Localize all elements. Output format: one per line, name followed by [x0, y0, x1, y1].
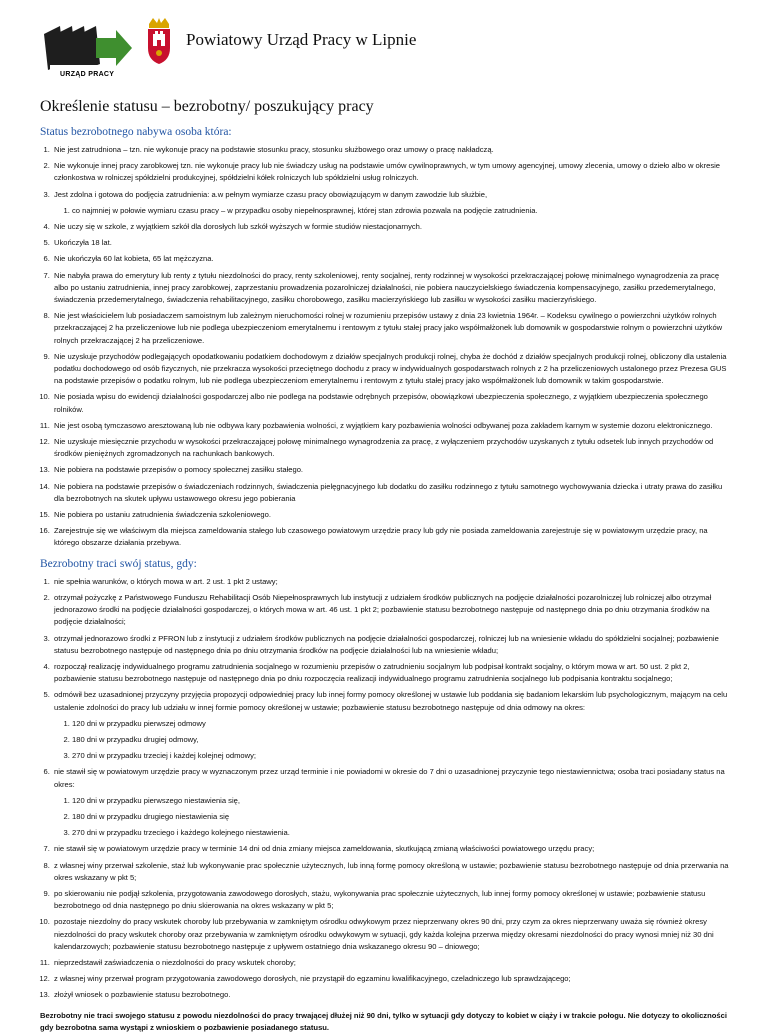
list-item — [52, 661, 730, 685]
list-item-text: złożył wniosek o pozbawienie statusu bezrobotnego. — [54, 990, 231, 1000]
list-item — [52, 391, 730, 415]
list-item — [52, 766, 730, 839]
list-item — [52, 973, 730, 985]
office-logo-icon — [42, 24, 132, 74]
list-item — [52, 160, 730, 184]
list-item — [52, 481, 730, 505]
site-title: Powiatowy Urząd Pracy w Lipnie — [186, 30, 417, 49]
list-item-text: pozostaje niezdolny do pracy wskutek choroby lub przebywania w zamkniętym ośrodku odwykowym przez nieprzerwany okres 90 dni, przy czym za okres nieprzerwany uważa się również okresy niezdolności do pracy wskutek choroby oraz przebywania w zamkniętym ośrodku odwykowym w sytuacji, gdy każda kolejna przerwa między okresami niezdolności do pracy wynosi mniej niż 30 dni kalendarzowych; pozbawienie statusu bezrobotnego następuje z upływem ostatniego dnia wskazanego okresu 90 – dniowego; — [54, 917, 714, 951]
list-item — [52, 916, 730, 953]
list-item — [52, 957, 730, 969]
list-item-text: Nie uzyskuje miesięcznie przychodu w wysokości przekraczającej połowę minimalnego wynagrodzenia za pracę, z wyłączeniem przychodów uzyskanych z tytułu odsetek lub innych przychodów od środków pieniężnych zgromadzonych na rachunkach bankowych. — [54, 437, 714, 459]
list-item-text: Nie jest osobą tymczasowo aresztowaną lub nie odbywa kary pozbawienia wolności, z wyjątkiem kary pozbawienia wolności odbywanej poza zakładem karnym w systemie dozoru elektronicznego. — [54, 420, 713, 430]
sub-list-item: 2. 180 dni w przypadku drugiej odmowy, — [72, 734, 730, 746]
list-item — [52, 436, 730, 460]
list-item-text: Nie uzyskuje przychodów podlegających opodatkowaniu podatkiem dochodowym z działów specjalnych produkcji rolnej, chyba że dochód z działów specjalnych produkcji rolnej, obliczony dla ustalenia podatku dochodowego od osób fizycznych, nie przekracza wysokości przeciętnego dochodu z pracy w indywidualnych gospodarstwach rolnych z 2 ha przeliczeniowych ustalonego przez Prezesa GUS na podstawie przepisów o podatku rolnym, lub nie podlega ubezpieczeniom emerytalnemu i rentowym z tytułu stałej pracy jako współmałżonek lub domownik w takim gospodarstwie. — [54, 351, 727, 386]
sub-list-item: 3. 270 dni w przypadku trzeciego i każdego kolejnego niestawienia. — [72, 827, 730, 839]
list-item — [52, 689, 730, 762]
list-item — [52, 310, 730, 347]
list-item — [52, 633, 730, 657]
list-item-text: Nie jest właścicielem lub posiadaczem samoistnym lub zależnym nieruchomości rolnej w rozumieniu przepisów ustawy z dnia 23 kwietnia 1964r. – Kodeksu cywilnego o powierzchni użytków rolnych przekraczającej 2 ha przeliczeniowe lub nie podlega ubezpieczeniom emerytalnemu i rentowym z tytułu stałej pracy jako współmałżonek lub domownik w gospodarstwie rolnym o powierzchni użytków rolnych przekraczającej 2 ha przeliczeniowe. — [54, 311, 723, 345]
list-item — [52, 351, 730, 388]
list-item-text: z własnej winy przerwał program przygotowania zawodowego dorosłych, nie przystąpił do egzaminu kwalifikacyjnego, czeladniczego lub sprawdzającego; — [54, 974, 571, 984]
list-item-text: nieprzedstawił zaświadczenia o niezdolności do pracy wskutek choroby; — [54, 957, 296, 967]
list-item — [52, 843, 730, 855]
logo-text: URZĄD PRACY — [60, 71, 115, 78]
list-item-text: rozpoczął realizację indywidualnego programu zatrudnienia socjalnego w rozumieniu przepisów o zatrudnieniu socjalnym lub podpisał kontrakt socjalny, o którym mowa w art. 50 ust. 2 pkt 2, pozbawienie statusu bezrobotnego następuje od następnego dnia po dniu rozpoczęcia realizacji indywidualnego programu zatrudnienia socjalnego lub podpisania kontraktu socjalnego; — [54, 661, 690, 684]
list-item-text: Nie posiada wpisu do ewidencji działalności gospodarczej albo nie podlega na podstawie odrębnych przepisów, obowiązkowi ubezpieczenia społecznego, z wyjątkiem ubezpieczenia społecznego rolników. — [54, 392, 708, 414]
coat-of-arms-icon — [146, 18, 172, 64]
list-item-text: Nie pobiera na podstawie przepisów o pomocy społecznej zasiłku stałego. — [54, 465, 304, 475]
list-item-text: Nie ukończyła 60 lat kobieta, 65 lat mężczyzna. — [54, 254, 214, 264]
list-item — [52, 221, 730, 233]
sub-list — [54, 718, 730, 763]
sub-list — [54, 205, 730, 217]
list-item — [52, 888, 730, 912]
list-item-text: Zarejestruje się we właściwym dla miejsca zameldowania stałego lub czasowego powiatowym urzędzie pracy lub gdy nie posiada zameldowania zarejestruje się w powiatowym urzędzie pracy, na którego obszarze działania przebywa. — [54, 526, 708, 548]
lose-status-list — [40, 576, 730, 1002]
list-item — [52, 420, 730, 432]
list-item-text: Nie pobiera po ustaniu zatrudnienia świadczenia szkoleniowego. — [54, 510, 271, 520]
list-item-text: Nie wykonuje innej pracy zarobkowej tzn. nie wykonuje pracy lub nie świadczy usług na podstawie umów cywilnoprawnych, w tym umowy agencyjnej, umowy zlecenia, umowy o dzieło albo w okresie członkostwa w rolniczej spółdzielni produkcyjnej, spółdzielni kółek rolniczych lub spółdzielni usług rolniczych. — [54, 161, 721, 183]
list-item-text: otrzymał pożyczkę z Państwowego Funduszu Rehabilitacji Osób Niepełnosprawnych lub instytucji z udziałem środków publicznych na podjęcie działalności pozarolniczej lub rolniczej albo otrzymał jednorazowo środki na podjęcie działalności gospodarczej, o których mowa w art. 46 ust. 1 pkt 2; pozbawienie statusu bezrobotnego następuje od następnego dnia po dniu otrzymania środków na podjęcie działalności; — [54, 592, 712, 627]
list-item-text: Nie jest zatrudniona – tzn. nie wykonuje pracy na podstawie stosunku pracy, stosunku służbowego oraz umowy o pracę nakładczą. — [54, 145, 494, 154]
list-item — [52, 509, 730, 521]
final-note: Bezrobotny nie traci swojego statusu z powodu niezdolności do pracy trwającej dłużej niż 90 dni, tylko w sytuacji gdy dotyczy to kobiet w ciąży i w trakcie połogu. Nie dotyczy to okoliczności gdy bezrobotna sama wystąpi z wnioskiem o pozbawienie posiadanego statusu. — [40, 1010, 727, 1032]
list-item — [52, 592, 730, 629]
list-item-text: po skierowaniu nie podjął szkolenia, przygotowania zawodowego dorosłych, stażu, wykonywania prac społecznie użytecznych, lub innej formy pomocy określonej w ustawie; pozbawienie statusu bezrobotnego od dnia następnego po dniu skierowania na okres wskazany w pkt 5; — [54, 888, 706, 911]
list-item-text: Ukończyła 18 lat. — [54, 238, 112, 248]
section-heading-lose-status: Bezrobotny traci swój status, gdy: — [40, 557, 197, 570]
list-item — [52, 989, 730, 1001]
list-item-text: nie stawił się w powiatowym urzędzie pracy w terminie 14 dni od dnia zmiany miejsca zameldowania, skutkującą zmianą właściwości powiatowego urzędu pracy; — [54, 844, 595, 854]
list-item — [52, 253, 730, 265]
header — [0, 0, 768, 80]
list-item — [52, 189, 730, 217]
acquire-status-list — [40, 144, 730, 550]
sub-list-item: 3. 270 dni w przypadku trzeciej i każdej kolejnej odmowy; — [72, 750, 730, 762]
sub-list-item: 1. 120 dni w przypadku pierwszej odmowy — [72, 718, 730, 730]
list-item-text: odmówił bez uzasadnionej przyczyny przyjęcia propozycji odpowiedniej pracy lub innej formy pomocy określonej w ustawie lub poddania się badaniom lekarskim lub psychologicznym, mającym na celu ustalenie zdolności do pracy lub udziału w innej formie pomocy określonej w ustawie; pozbawienie statusu bezrobotnego następuje od dnia odmowy na okres: — [54, 690, 728, 712]
list-item — [52, 237, 730, 249]
list-item-text: Nie uczy się w szkole, z wyjątkiem szkół dla dorosłych lub szkół wyższych w formie studiów niestacjonarnych. — [54, 222, 423, 232]
list-item-text: Nie nabyła prawa do emerytury lub renty z tytułu niezdolności do pracy, renty szkoleniowej, renty socjalnej, renty rodzinnej w wysokości przekraczającej połowę minimalnego wynagrodzenia za pracę albo po ustaniu zatrudnienia, innej pracy zarobkowej, zaprzestaniu prowadzenia pozarolniczej działalności, nie pobiera nauczycielskiego świadczenia kompensacyjnego, zasiłku przedemerytalnego, świadczenia przedemerytalnego, świadczenia rehabilitacyjnego, zasiłku chorobowego, zasiłku macierzyńskiego lub zasiłku w wysokości zasiłku macierzyńskiego. — [54, 270, 720, 305]
main-content — [40, 98, 730, 1034]
list-item — [52, 860, 730, 884]
list-item-text: nie spełnia warunków, o których mowa w art. 2 ust. 1 pkt 2 ustawy; — [54, 576, 278, 586]
list-item-text: Nie pobiera na podstawie przepisów o świadczeniach rodzinnych, świadczenia pielęgnacyjnego lub dodatku do zasiłku rodzinnego z tytułu samotnego wychowywania dziecka i utraty prawa do zasiłku dla bezrobotnych na skutek upływu ustawowego okresu jego pobierania — [54, 481, 723, 503]
list-item-text: otrzymał jednorazowo środki z PFRON lub z instytucji z udziałem środków publicznych na podjęcie działalności gospodarczej, rolniczej lub na wniesienie wkładu do spółdzielni socjalnej; pozbawienie statusu bezrobotnego następuje od następnego dnia po dniu otrzymania środków na podjęcie działalności lub na wniesienie wkładu; — [54, 633, 719, 655]
list-item — [52, 525, 730, 549]
sub-list — [54, 795, 730, 840]
list-item — [52, 270, 730, 307]
page-title: Określenie statusu – bezrobotny/ poszukujący pracy — [40, 98, 374, 115]
sub-list-item: 1. co najmniej w połowie wymiaru czasu pracy – w przypadku osoby niepełnosprawnej, której stan zdrowia pozwala na podjęcie zatrudnienia. — [72, 205, 730, 217]
section-heading-acquire-status: Status bezrobotnego nabywa osoba która: — [40, 126, 232, 138]
list-item — [52, 144, 730, 156]
list-item-text: Jest zdolna i gotowa do podjęcia zatrudnienia: a.w pełnym wymiarze czasu pracy obowiązującym w danym zawodzie lub służbie, — [54, 189, 488, 199]
logo-area[interactable] — [42, 14, 170, 82]
list-item — [52, 576, 730, 588]
list-item-text: z własnej winy przerwał szkolenie, staż lub wykonywanie prac społecznie użytecznych, lub inną formę pomocy określoną w ustawie; pozbawienie statusu bezrobotnego następuje od dnia przerwania na okres wskazany w pkt 5; — [54, 860, 729, 882]
list-item-text: nie stawił się w powiatowym urzędzie pracy w wyznaczonym przez urząd terminie i nie powiadomi w okresie do 7 dni o uzasadnionej przyczynie tego niestawiennictwa; osoba traci posiadany status na okres: — [54, 767, 725, 789]
sub-list-item: 2. 180 dni w przypadku drugiego niestawienia się — [72, 811, 730, 823]
list-item — [52, 464, 730, 476]
sub-list-item: 1. 120 dni w przypadku pierwszego niestawienia się, — [72, 795, 730, 807]
